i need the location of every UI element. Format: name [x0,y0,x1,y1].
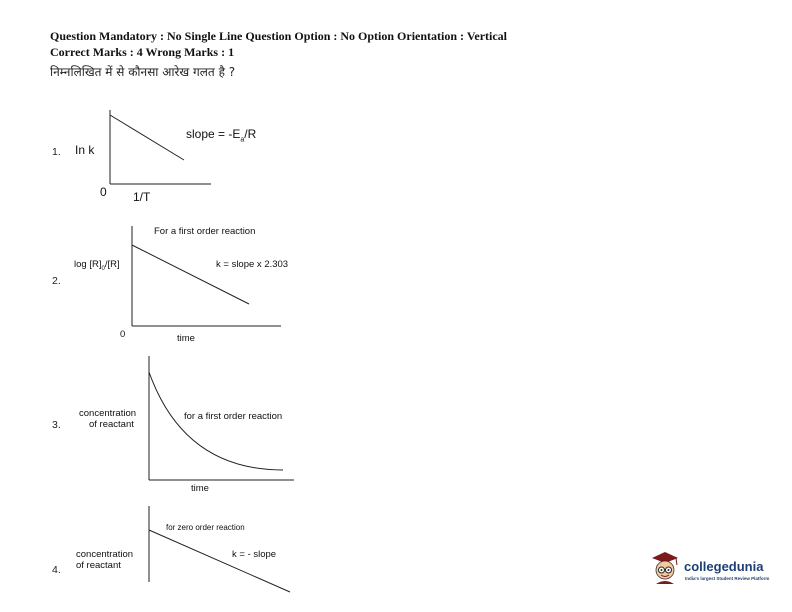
option-4-ylabel-line-2: of reactant [76,560,121,571]
option-1-number: 1. [52,146,61,158]
logo-name: collegedunia [684,559,764,574]
option-3-annotation: for a first order reaction [184,411,283,422]
option-1-annotation: slope = $-E_a/R$ [186,127,257,144]
opt2-plot-line [132,245,249,304]
option-2-xlabel: time [177,333,195,344]
option-4-number: 4. [52,564,61,576]
option-1-xlabel: 1/T [133,190,151,204]
header-line-1: Question Mandatory : No Single Line Question Option : No Option Orientation : Vertical [50,29,508,43]
collegedunia-logo[interactable] [648,548,788,592]
opt1-plot-line [110,115,184,160]
option-2-origin: 0 [120,329,126,340]
opt4-plot-line [149,530,290,592]
option-3-ylabel-line-2: of reactant [89,419,134,430]
option-4-annotation: k = - slope [232,549,277,560]
mascot-icon [648,548,682,588]
option-3-xlabel: time [191,483,209,494]
option-1-ylabel: In k [75,143,95,157]
option-2-ylabel: $\log [R]_0/[R]$ [74,259,120,272]
option-3-number: 3. [52,419,61,431]
option-2-number: 2. [52,275,61,287]
logo-tagline: India's largest Student Review Platform [685,576,770,581]
option-4-title: for zero order reaction [166,523,245,532]
option-3-ylabel-line-1: concentration [79,408,137,419]
option-2-title: For a first order reaction [154,226,256,237]
option-2-annotation: k = slope x 2.303 [216,259,289,270]
question-text: निम्नलिखित में से कौनसा आरेख गलत है ? [50,65,236,79]
option-4-ylabel-line-1: concentration [76,549,134,560]
header-line-2: Correct Marks : 4 Wrong Marks : 1 [50,45,235,59]
option-1-origin: 0 [100,185,107,199]
